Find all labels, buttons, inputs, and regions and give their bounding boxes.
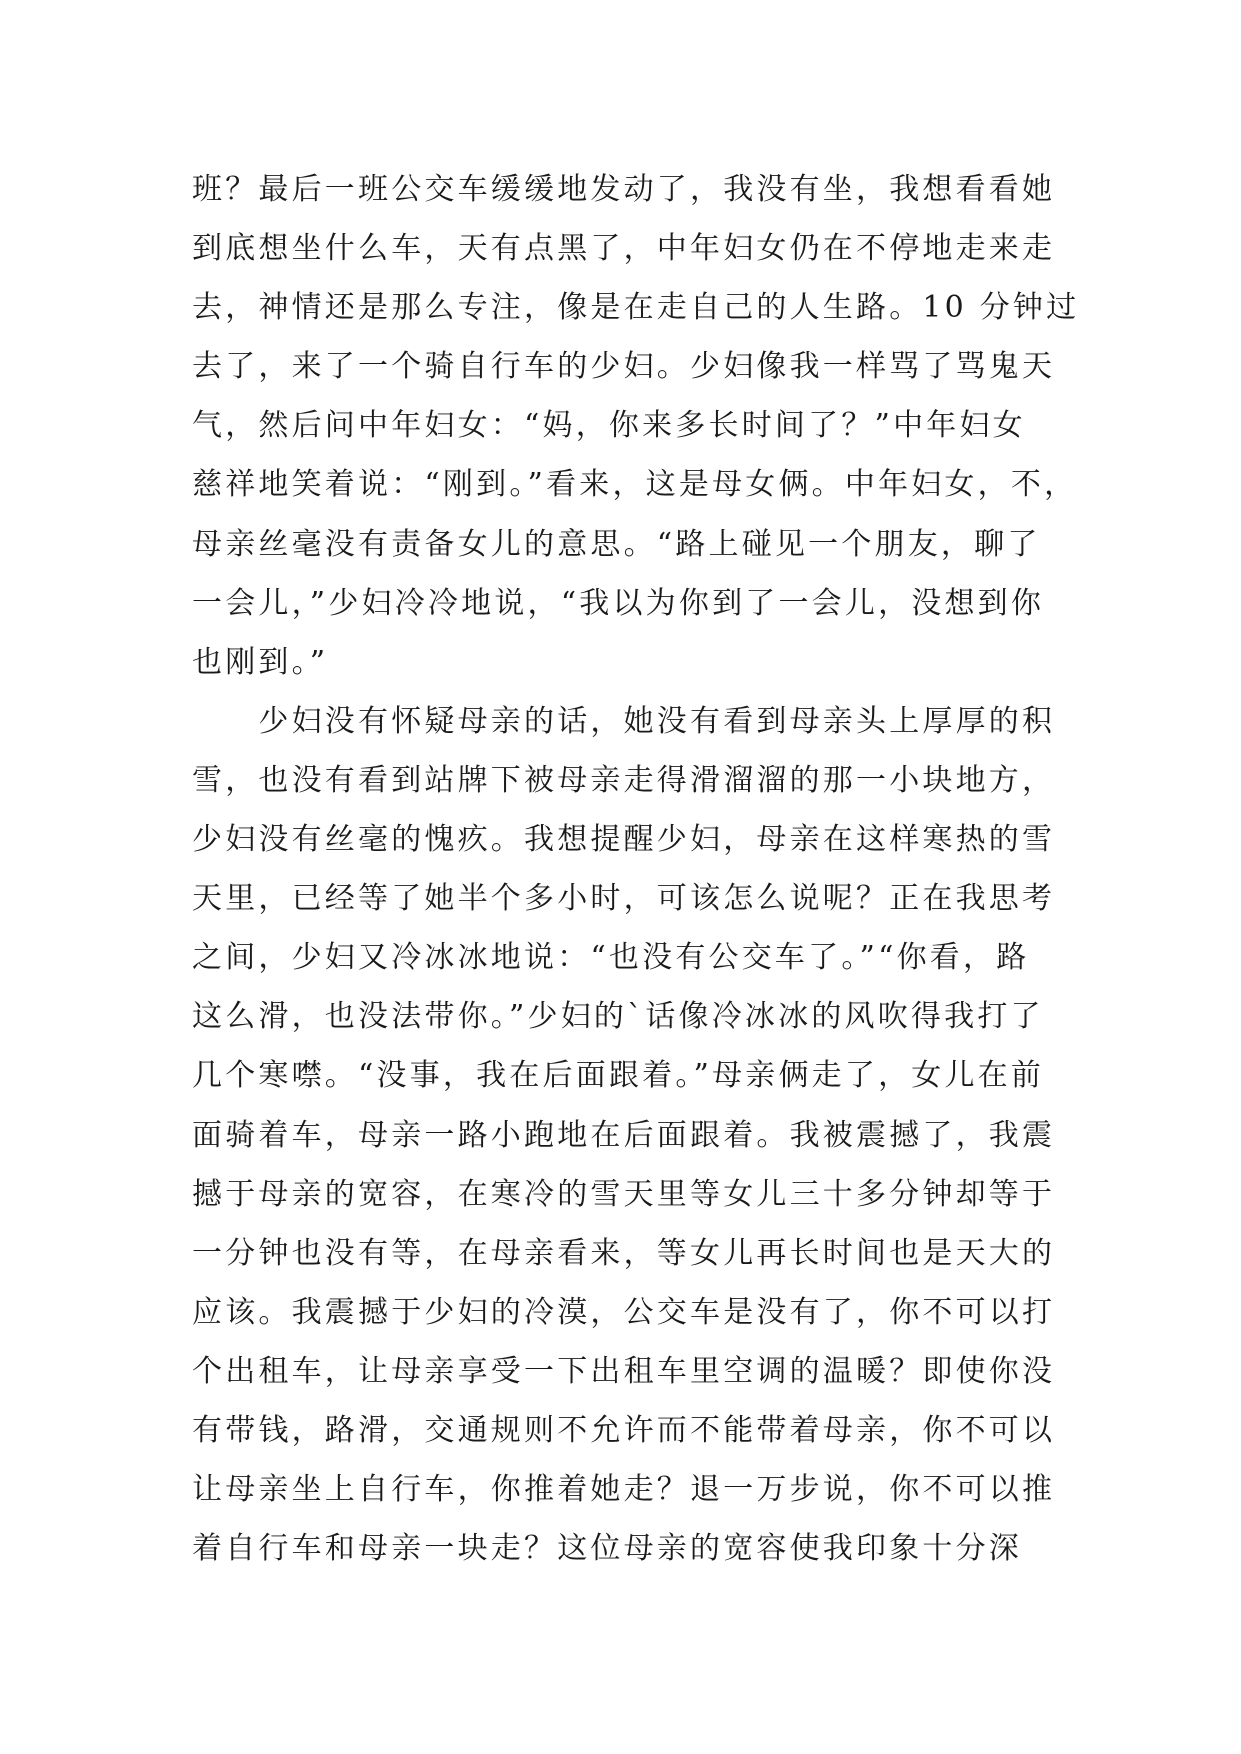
text-line: 慈祥地笑着说：“刚到。”看来，这是母女俩。中年妇女，不， bbox=[192, 467, 1078, 503]
body-text bbox=[192, 160, 1080, 1578]
text-line: 母亲丝毫没有责备女儿的意思。“路上碰见一个朋友，聊了 bbox=[192, 526, 1041, 562]
text-line: 这么滑，也没法带你。”少妇的`话像冷冰冰的风吹得我打了 bbox=[192, 999, 1044, 1035]
text-line: 之间，少妇又冷冰冰地说：“也没有公交车了。”“你看，路 bbox=[192, 940, 1030, 976]
text-line: 雪，也没有看到站牌下被母亲走得滑溜溜的那一小块地方， bbox=[192, 762, 1056, 798]
text-line: 撼于母亲的宽容，在寒冷的雪天里等女儿三十多分钟却等于 bbox=[192, 1176, 1056, 1212]
text-line: 面骑着车，母亲一路小跑地在后面跟着。我被震撼了，我震 bbox=[192, 1117, 1056, 1153]
text-line: 去，神情还是那么专注，像是在走自己的人生路。10 分钟过 bbox=[192, 290, 1080, 326]
text-line: 班？最后一班公交车缓缓地发动了，我没有坐，我想看看她 bbox=[192, 172, 1056, 207]
text-line: 少妇没有怀疑母亲的话，她没有看到母亲头上厚厚的积 bbox=[192, 703, 1056, 739]
text-line: 让母亲坐上自行车，你推着她走？退一万步说，你不可以推 bbox=[192, 1472, 1056, 1508]
text-line: 几个寒噤。“没事，我在后面跟着。”母亲俩走了，女儿在前 bbox=[192, 1058, 1045, 1094]
text-line: 也刚到。” bbox=[192, 644, 329, 680]
text-line: 少妇没有丝毫的愧疚。我想提醒少妇，母亲在这样寒热的雪 bbox=[192, 822, 1056, 858]
text-line: 去了，来了一个骑自行车的少妇。少妇像我一样骂了骂鬼天 bbox=[192, 349, 1056, 385]
text-line: 着自行车和母亲一块走？这位母亲的宽容使我印象十分深 bbox=[192, 1531, 1022, 1567]
text-line: 到底想坐什么车，天有点黑了，中年妇女仍在不停地走来走 bbox=[192, 231, 1056, 267]
text-line: 有带钱，路滑，交通规则不允许而不能带着母亲，你不可以 bbox=[192, 1412, 1056, 1448]
text-line: 个出租车，让母亲享受一下出租车里空调的温暖？即使你没 bbox=[192, 1353, 1056, 1389]
text-line: 应该。我震撼于少妇的冷漠，公交车是没有了，你不可以打 bbox=[192, 1294, 1056, 1330]
text-line: 一分钟也没有等，在母亲看来，等女儿再长时间也是天大的 bbox=[192, 1235, 1056, 1271]
text-line: 天里，已经等了她半个多小时，可该怎么说呢？正在我思考 bbox=[192, 881, 1056, 917]
text-line: 气，然后问中年妇女：“妈，你来多长时间了？”中年妇女 bbox=[192, 408, 1026, 444]
text-line: 一会儿，”少妇冷冷地说，“我以为你到了一会儿，没想到你 bbox=[192, 585, 1045, 621]
